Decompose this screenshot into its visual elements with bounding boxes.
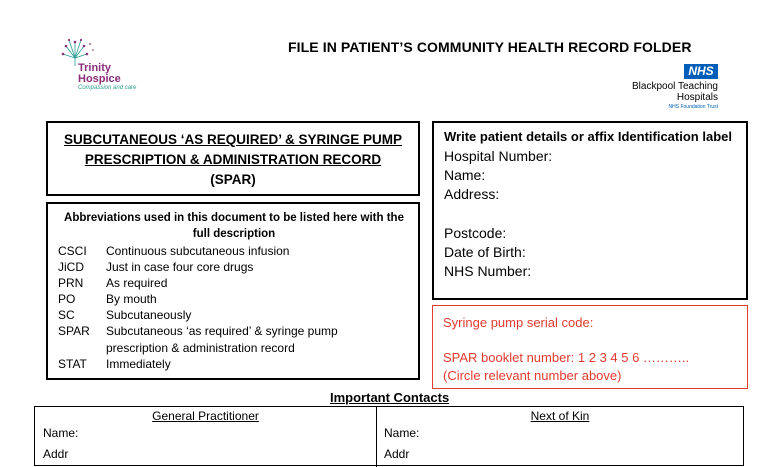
page-title: FILE IN PATIENT’S COMMUNITY HEALTH RECORD FOLDER [288, 39, 692, 55]
logo-name-line2: Hospice [78, 73, 121, 85]
logo-name-line1: Trinity [78, 62, 112, 74]
abbreviation-description: By mouth [106, 292, 157, 306]
abbreviation-description: Just in case four core drugs [106, 260, 254, 274]
abbreviation-code: PRN [58, 276, 84, 290]
next-of-kin-column-heading: Next of Kin [530, 409, 590, 423]
abbreviation-description: Continuous subcutaneous infusion [106, 244, 290, 258]
record-title-box [46, 121, 420, 196]
booklet-number-note: (Circle relevant number above) [443, 368, 622, 383]
gp-column-heading: General Practitioner [152, 409, 259, 423]
gp-address-field[interactable]: Addr [43, 447, 69, 461]
abbreviation-code: STAT [58, 357, 87, 371]
logo-tagline: Compassion and care [78, 85, 137, 91]
abbreviation-description: Subcutaneously [106, 308, 192, 322]
syringe-pump-box [432, 305, 748, 389]
abbreviation-code: SPAR [58, 324, 90, 338]
patient-address-field[interactable]: Address: [444, 186, 500, 202]
abbreviation-description: prescription & administration record [106, 341, 295, 355]
abbreviation-description: Subcutaneous ‘as required’ & syringe pump [106, 324, 338, 338]
trust-name-line2: Hospitals [676, 92, 718, 103]
gp-name-field[interactable]: Name: [43, 426, 79, 440]
trust-subtitle: NHS Foundation Trust [668, 104, 718, 110]
nhs-number-field[interactable]: NHS Number: [444, 263, 532, 279]
abbreviation-code: SC [58, 308, 75, 322]
abbreviation-code: CSCI [58, 244, 87, 258]
trust-name [626, 81, 718, 103]
abbreviation-code: PO [58, 292, 76, 306]
contacts-table [34, 406, 744, 466]
patient-details-box [432, 121, 748, 300]
record-title-line1: SUBCUTANEOUS ‘AS REQUIRED’ & SYRINGE PUMP [63, 132, 403, 147]
abbreviations-heading-line2: full description [192, 228, 276, 240]
important-contacts-heading: Important Contacts [330, 390, 450, 405]
date-of-birth-field[interactable]: Date of Birth: [444, 244, 526, 260]
trust-name-line1: Blackpool Teaching [632, 81, 718, 92]
record-title-line2: PRESCRIPTION & ADMINISTRATION RECORD [84, 152, 382, 167]
abbreviation-code: JiCD [58, 260, 84, 274]
patient-details-heading: Write patient details or affix Identification label [444, 129, 732, 144]
hospital-number-field[interactable]: Hospital Number: [444, 148, 553, 164]
patient-name-field[interactable]: Name: [444, 167, 486, 183]
abbreviations-box [46, 202, 420, 380]
abbreviations-heading-line1: Abbreviations used in this document to be listed here with the [64, 212, 404, 224]
nhs-logo-badge: NHS [684, 64, 718, 79]
abbreviation-description: Immediately [106, 357, 171, 371]
abbreviation-description: As required [106, 276, 168, 290]
pump-serial-field[interactable]: Syringe pump serial code: [443, 315, 594, 330]
trinity-hospice-name [78, 63, 121, 85]
booklet-number-field[interactable]: SPAR booklet number: 1 2 3 4 5 6 ……….. [443, 350, 690, 365]
kin-address-field[interactable]: Addr [384, 447, 410, 461]
abbreviations-heading [56, 210, 412, 242]
postcode-field[interactable]: Postcode: [444, 225, 507, 241]
record-title-line3: (SPAR) [210, 172, 256, 187]
kin-name-field[interactable]: Name: [384, 426, 420, 440]
